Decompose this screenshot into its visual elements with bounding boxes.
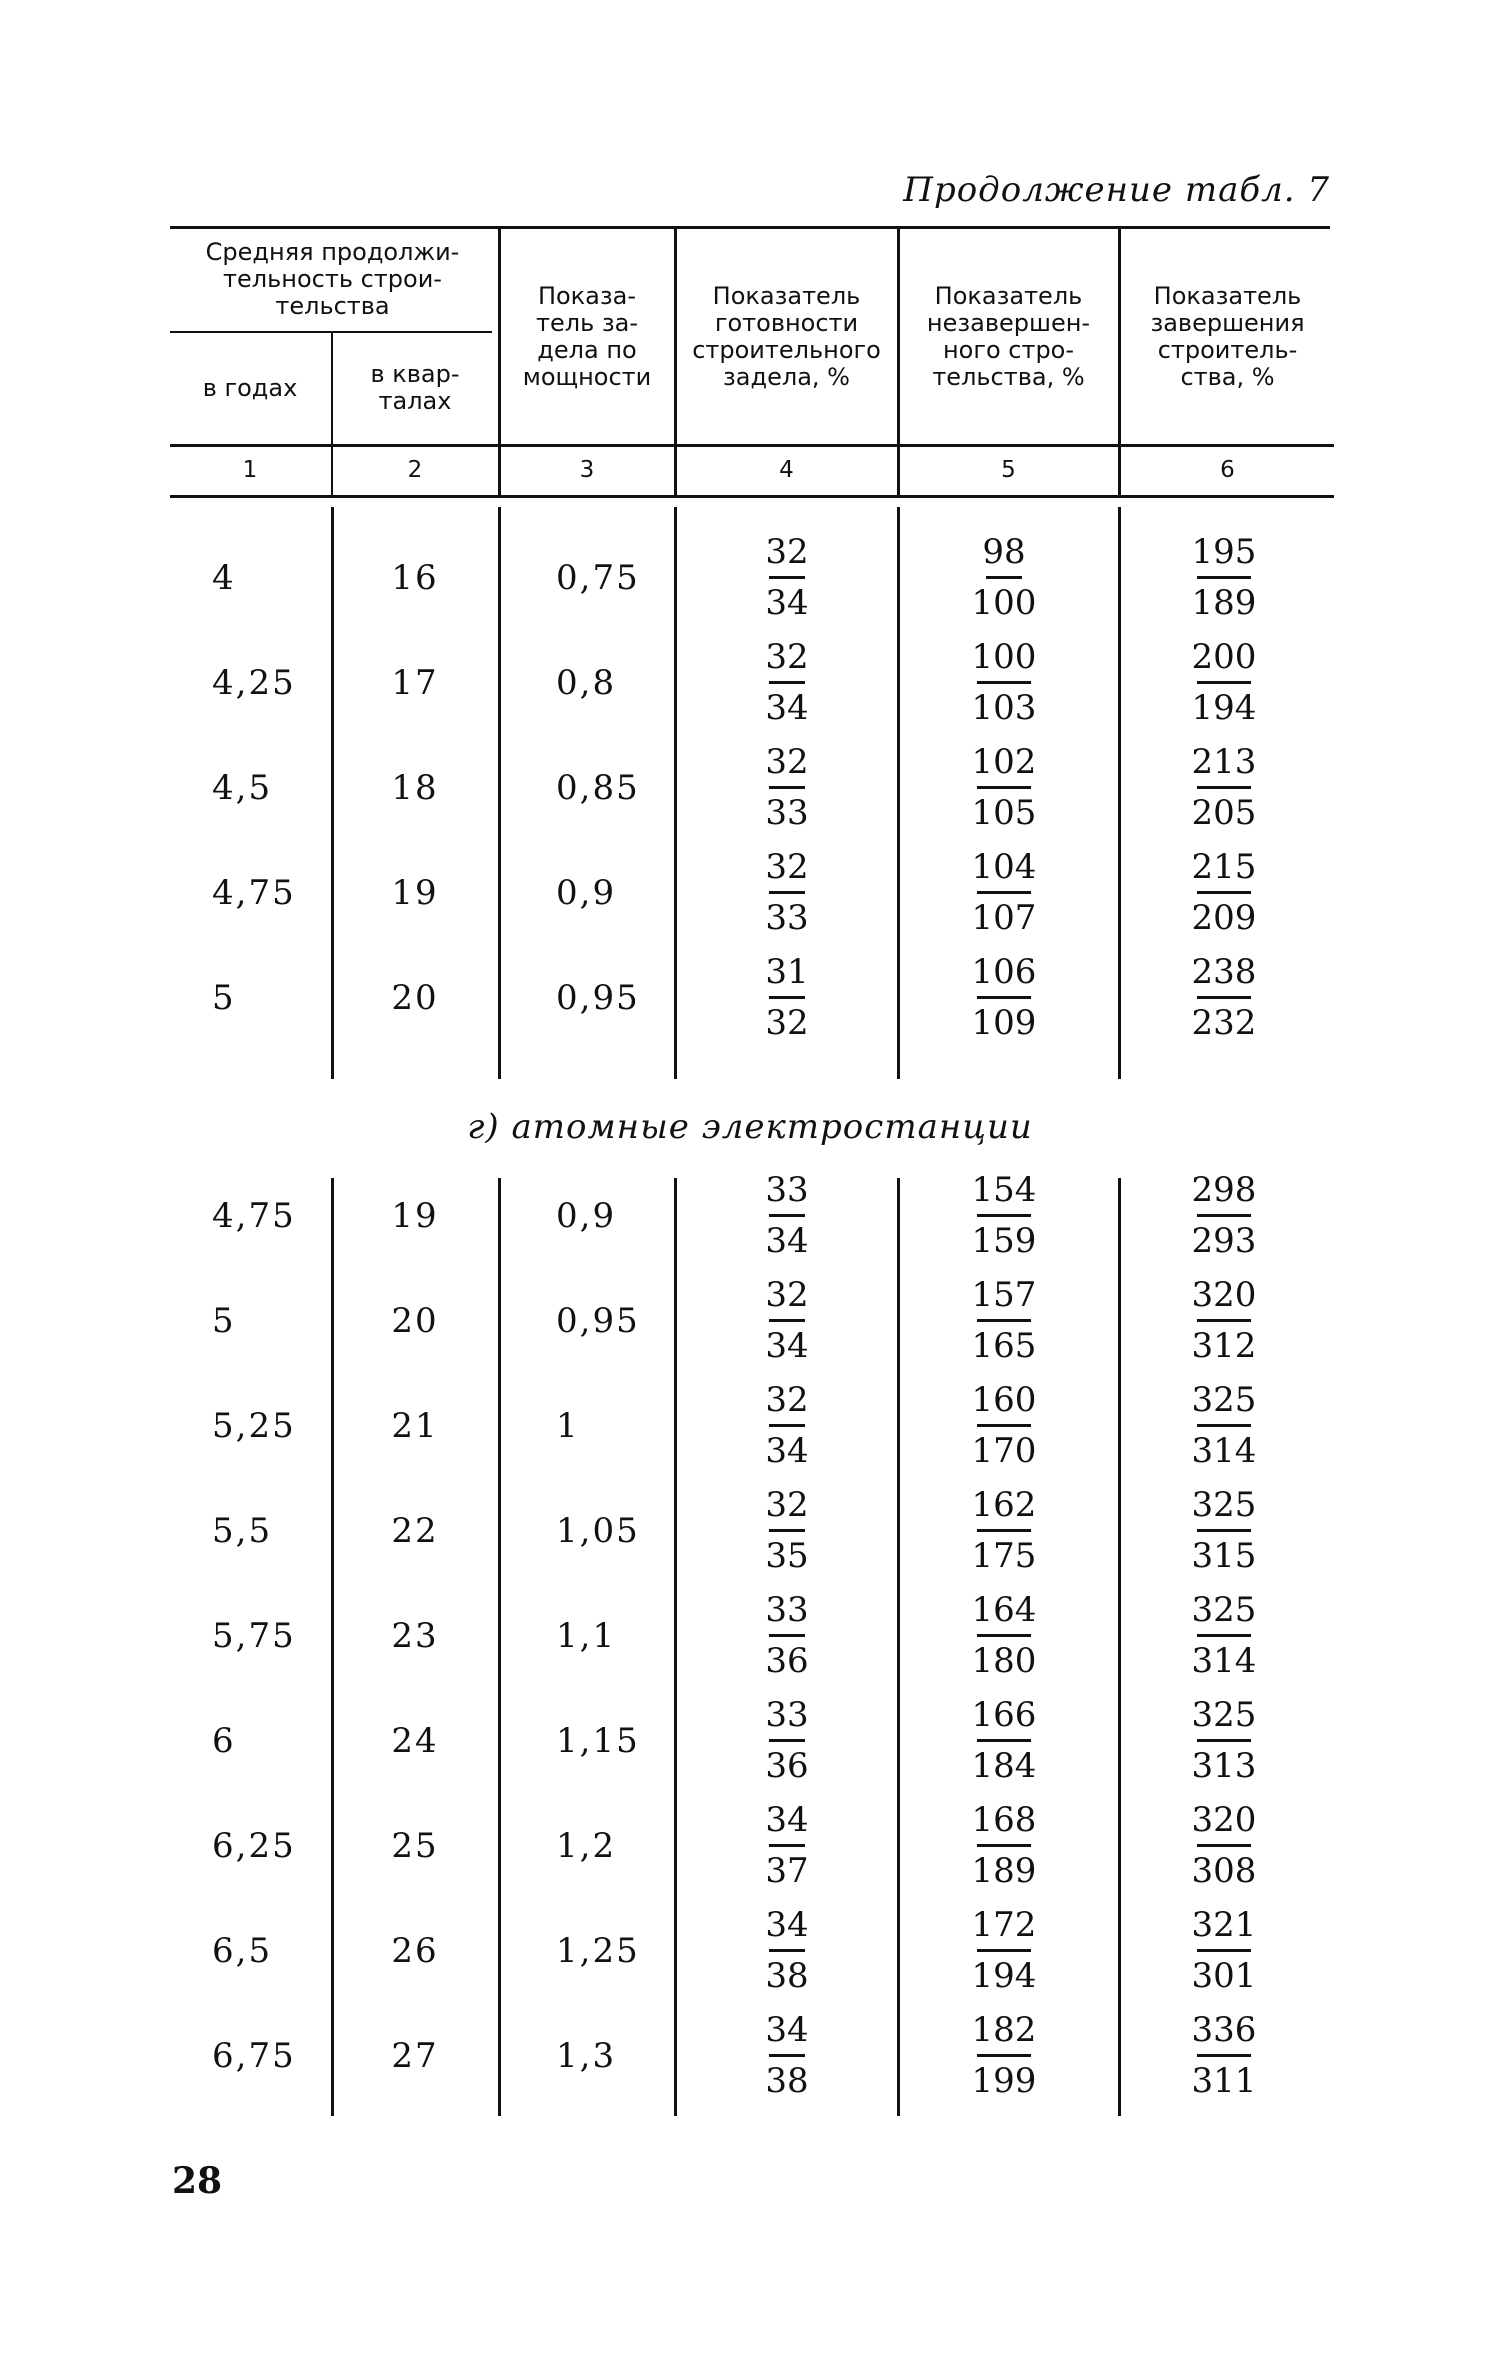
readiness-fraction bbox=[732, 843, 842, 942]
quarters-cell: 26 bbox=[391, 1931, 439, 1971]
unfinished-fraction-numerator: 106 bbox=[971, 952, 1037, 992]
readiness-fraction-denominator: 34 bbox=[765, 1221, 809, 1261]
completion-fraction-denominator: 312 bbox=[1191, 1326, 1257, 1366]
readiness-fraction-numerator: 32 bbox=[765, 637, 809, 677]
body-a-divider-5 bbox=[1118, 507, 1121, 1079]
readiness-fraction-numerator: 32 bbox=[765, 1485, 809, 1525]
completion-fraction-numerator: 320 bbox=[1191, 1275, 1257, 1315]
unfinished-fraction bbox=[949, 1166, 1059, 1265]
body-b-divider-3 bbox=[674, 1178, 677, 2116]
completion-fraction-numerator: 238 bbox=[1191, 952, 1257, 992]
unfinished-fraction-denominator: 107 bbox=[971, 898, 1037, 938]
years-cell: 5 bbox=[212, 1301, 236, 1341]
colnum-5: 5 bbox=[1001, 457, 1016, 483]
body-a-divider-3 bbox=[674, 507, 677, 1079]
body-b-divider-4 bbox=[897, 1178, 900, 2116]
readiness-fraction-numerator: 33 bbox=[765, 1170, 809, 1210]
body-b-divider-2 bbox=[498, 1178, 501, 2116]
power-cell: 1,05 bbox=[556, 1511, 640, 1551]
unfinished-fraction-numerator: 166 bbox=[971, 1695, 1037, 1735]
unfinished-fraction-numerator: 102 bbox=[971, 742, 1037, 782]
years-cell: 5,5 bbox=[212, 1511, 273, 1551]
completion-fraction bbox=[1169, 1271, 1279, 1370]
readiness-fraction-numerator: 33 bbox=[765, 1590, 809, 1630]
readiness-fraction bbox=[732, 1796, 842, 1895]
unfinished-fraction-denominator: 180 bbox=[971, 1641, 1037, 1681]
colnum-4: 4 bbox=[779, 457, 794, 483]
power-cell: 0,95 bbox=[556, 1301, 640, 1341]
readiness-fraction-denominator: 38 bbox=[765, 1956, 809, 1996]
completion-fraction-denominator: 209 bbox=[1191, 898, 1257, 938]
unfinished-fraction bbox=[949, 738, 1059, 837]
unfinished-fraction-numerator: 162 bbox=[971, 1485, 1037, 1525]
unfinished-fraction-denominator: 105 bbox=[971, 793, 1037, 833]
completion-fraction-numerator: 213 bbox=[1191, 742, 1257, 782]
readiness-fraction-denominator: 37 bbox=[765, 1851, 809, 1891]
header-divider-1 bbox=[331, 331, 333, 495]
unfinished-fraction-denominator: 189 bbox=[971, 1851, 1037, 1891]
power-cell: 1,3 bbox=[556, 2036, 617, 2076]
completion-fraction bbox=[1169, 1376, 1279, 1475]
power-cell: 1 bbox=[556, 1406, 580, 1446]
unfinished-fraction-numerator: 157 bbox=[971, 1275, 1037, 1315]
table-caption: Продолжение табл. 7 bbox=[903, 170, 1330, 210]
readiness-fraction-numerator: 34 bbox=[765, 1905, 809, 1945]
years-cell: 6,25 bbox=[212, 1826, 296, 1866]
readiness-fraction-denominator: 34 bbox=[765, 688, 809, 728]
completion-fraction-denominator: 308 bbox=[1191, 1851, 1257, 1891]
years-cell: 6 bbox=[212, 1721, 236, 1761]
completion-fraction-denominator: 194 bbox=[1191, 688, 1257, 728]
page-number: 28 bbox=[172, 2160, 223, 2202]
years-cell: 6,75 bbox=[212, 2036, 296, 2076]
completion-fraction bbox=[1169, 738, 1279, 837]
power-cell: 1,1 bbox=[556, 1616, 617, 1656]
unfinished-fraction-numerator: 182 bbox=[971, 2010, 1037, 2050]
quarters-cell: 24 bbox=[391, 1721, 439, 1761]
readiness-fraction bbox=[732, 1901, 842, 2000]
power-cell: 1,15 bbox=[556, 1721, 640, 1761]
readiness-fraction-denominator: 34 bbox=[765, 1326, 809, 1366]
readiness-fraction-numerator: 32 bbox=[765, 1275, 809, 1315]
unfinished-fraction bbox=[949, 948, 1059, 1047]
readiness-fraction-numerator: 34 bbox=[765, 2010, 809, 2050]
completion-fraction bbox=[1169, 1901, 1279, 2000]
unfinished-fraction bbox=[949, 1271, 1059, 1370]
body-b-divider-5 bbox=[1118, 1178, 1121, 2116]
completion-fraction-numerator: 215 bbox=[1191, 847, 1257, 887]
completion-fraction bbox=[1169, 843, 1279, 942]
readiness-fraction-denominator: 36 bbox=[765, 1746, 809, 1786]
readiness-fraction bbox=[732, 1271, 842, 1370]
unfinished-fraction bbox=[949, 1901, 1059, 2000]
completion-fraction-numerator: 321 bbox=[1191, 1905, 1257, 1945]
completion-fraction bbox=[1169, 1586, 1279, 1685]
completion-fraction bbox=[1169, 1481, 1279, 1580]
quarters-cell: 23 bbox=[391, 1616, 439, 1656]
unfinished-fraction bbox=[949, 1691, 1059, 1790]
power-cell: 1,25 bbox=[556, 1931, 640, 1971]
readiness-fraction-numerator: 31 bbox=[765, 952, 809, 992]
years-cell: 5,25 bbox=[212, 1406, 296, 1446]
completion-fraction bbox=[1169, 1796, 1279, 1895]
unfinished-fraction-denominator: 175 bbox=[971, 1536, 1037, 1576]
header-completion: Показатель завершения строитель- ства, % bbox=[1150, 282, 1305, 391]
completion-fraction-numerator: 336 bbox=[1191, 2010, 1257, 2050]
quarters-cell: 25 bbox=[391, 1826, 439, 1866]
completion-fraction bbox=[1169, 1691, 1279, 1790]
quarters-cell: 19 bbox=[391, 1196, 439, 1236]
completion-fraction-numerator: 298 bbox=[1191, 1170, 1257, 1210]
body-a-divider-2 bbox=[498, 507, 501, 1079]
readiness-fraction bbox=[732, 948, 842, 1047]
years-cell: 5 bbox=[212, 978, 236, 1018]
readiness-fraction bbox=[732, 738, 842, 837]
header-quarters: в квар- талах bbox=[370, 360, 460, 415]
unfinished-fraction-numerator: 164 bbox=[971, 1590, 1037, 1630]
readiness-fraction bbox=[732, 1481, 842, 1580]
unfinished-fraction-denominator: 100 bbox=[971, 583, 1037, 623]
readiness-fraction-denominator: 38 bbox=[765, 2061, 809, 2101]
completion-fraction-denominator: 311 bbox=[1191, 2061, 1257, 2101]
readiness-fraction bbox=[732, 1166, 842, 1265]
readiness-fraction bbox=[732, 633, 842, 732]
years-cell: 4,75 bbox=[212, 873, 296, 913]
readiness-fraction-denominator: 33 bbox=[765, 898, 809, 938]
colnum-1: 1 bbox=[242, 457, 258, 483]
unfinished-fraction-numerator: 160 bbox=[971, 1380, 1037, 1420]
unfinished-fraction-numerator: 168 bbox=[971, 1800, 1037, 1840]
completion-fraction-denominator: 314 bbox=[1191, 1641, 1257, 1681]
unfinished-fraction bbox=[949, 1796, 1059, 1895]
unfinished-fraction-denominator: 159 bbox=[971, 1221, 1037, 1261]
completion-fraction-denominator: 315 bbox=[1191, 1536, 1257, 1576]
readiness-fraction bbox=[732, 2006, 842, 2105]
completion-fraction bbox=[1169, 948, 1279, 1047]
years-cell: 4 bbox=[212, 558, 236, 598]
unfinished-fraction-numerator: 154 bbox=[971, 1170, 1037, 1210]
readiness-fraction-numerator: 32 bbox=[765, 532, 809, 572]
readiness-fraction-numerator: 32 bbox=[765, 847, 809, 887]
header-top-rule bbox=[170, 226, 1330, 229]
readiness-fraction-denominator: 36 bbox=[765, 1641, 809, 1681]
quarters-cell: 20 bbox=[391, 978, 439, 1018]
quarters-cell: 16 bbox=[391, 558, 439, 598]
unfinished-fraction bbox=[949, 1586, 1059, 1685]
colnum-6: 6 bbox=[1220, 457, 1235, 483]
unfinished-fraction bbox=[949, 843, 1059, 942]
header-unfinished: Показатель незавершен- ного стро- тельства, % bbox=[926, 282, 1091, 391]
unfinished-fraction-numerator: 100 bbox=[971, 637, 1037, 677]
readiness-fraction-denominator: 34 bbox=[765, 1431, 809, 1471]
completion-fraction-numerator: 325 bbox=[1191, 1485, 1257, 1525]
unfinished-fraction-denominator: 199 bbox=[971, 2061, 1037, 2101]
header-readiness: Показатель готовности строительного задела, % bbox=[692, 282, 881, 391]
quarters-cell: 22 bbox=[391, 1511, 439, 1551]
readiness-fraction-denominator: 35 bbox=[765, 1536, 809, 1576]
completion-fraction-denominator: 301 bbox=[1191, 1956, 1257, 1996]
colnum-2: 2 bbox=[407, 457, 423, 483]
unfinished-fraction bbox=[949, 1481, 1059, 1580]
readiness-fraction-numerator: 33 bbox=[765, 1695, 809, 1735]
completion-fraction-denominator: 314 bbox=[1191, 1431, 1257, 1471]
colnum-3: 3 bbox=[579, 457, 595, 483]
completion-fraction-denominator: 293 bbox=[1191, 1221, 1257, 1261]
colnum-bottom-rule bbox=[170, 495, 1334, 498]
header-duration: Средняя продолжи- тельность строи- тельства bbox=[205, 238, 460, 320]
unfinished-fraction-denominator: 165 bbox=[971, 1326, 1037, 1366]
completion-fraction-denominator: 232 bbox=[1191, 1003, 1257, 1043]
readiness-fraction-denominator: 33 bbox=[765, 793, 809, 833]
years-cell: 5,75 bbox=[212, 1616, 296, 1656]
unfinished-fraction-denominator: 170 bbox=[971, 1431, 1037, 1471]
unfinished-fraction-numerator: 172 bbox=[971, 1905, 1037, 1945]
quarters-cell: 20 bbox=[391, 1301, 439, 1341]
quarters-cell: 17 bbox=[391, 663, 439, 703]
unfinished-fraction-denominator: 109 bbox=[971, 1003, 1037, 1043]
readiness-fraction bbox=[732, 1691, 842, 1790]
readiness-fraction-numerator: 32 bbox=[765, 1380, 809, 1420]
completion-fraction-denominator: 205 bbox=[1191, 793, 1257, 833]
completion-fraction-numerator: 325 bbox=[1191, 1380, 1257, 1420]
body-a-divider-4 bbox=[897, 507, 900, 1079]
readiness-fraction bbox=[732, 1586, 842, 1685]
quarters-cell: 21 bbox=[391, 1406, 439, 1446]
unfinished-fraction-denominator: 184 bbox=[971, 1746, 1037, 1786]
years-cell: 4,25 bbox=[212, 663, 296, 703]
power-cell: 1,2 bbox=[556, 1826, 617, 1866]
power-cell: 0,95 bbox=[556, 978, 640, 1018]
unfinished-fraction-numerator: 104 bbox=[971, 847, 1037, 887]
completion-fraction bbox=[1169, 633, 1279, 732]
completion-fraction bbox=[1169, 1166, 1279, 1265]
header-years: в годах bbox=[202, 373, 298, 402]
power-cell: 0,9 bbox=[556, 873, 617, 913]
section-title: г) атомные электростанции bbox=[467, 1107, 1033, 1147]
quarters-cell: 18 bbox=[391, 768, 439, 808]
completion-fraction-numerator: 320 bbox=[1191, 1800, 1257, 1840]
readiness-fraction bbox=[732, 1376, 842, 1475]
unfinished-fraction bbox=[949, 528, 1059, 627]
unfinished-fraction bbox=[949, 633, 1059, 732]
quarters-cell: 27 bbox=[391, 2036, 439, 2076]
power-cell: 0,85 bbox=[556, 768, 640, 808]
power-cell: 0,8 bbox=[556, 663, 617, 703]
completion-fraction-numerator: 195 bbox=[1191, 532, 1257, 572]
power-cell: 0,9 bbox=[556, 1196, 617, 1236]
years-cell: 4,75 bbox=[212, 1196, 296, 1236]
readiness-fraction-denominator: 34 bbox=[765, 583, 809, 623]
completion-fraction-numerator: 200 bbox=[1191, 637, 1257, 677]
completion-fraction-numerator: 325 bbox=[1191, 1695, 1257, 1735]
years-cell: 4,5 bbox=[212, 768, 273, 808]
header-power: Показа- тель за- дела по мощности bbox=[522, 282, 652, 391]
unfinished-fraction bbox=[949, 2006, 1059, 2105]
completion-fraction-numerator: 325 bbox=[1191, 1590, 1257, 1630]
completion-fraction-denominator: 313 bbox=[1191, 1746, 1257, 1786]
unfinished-fraction bbox=[949, 1376, 1059, 1475]
completion-fraction-denominator: 189 bbox=[1191, 583, 1257, 623]
unfinished-fraction-numerator: 98 bbox=[982, 532, 1026, 572]
readiness-fraction-numerator: 34 bbox=[765, 1800, 809, 1840]
completion-fraction bbox=[1169, 2006, 1279, 2105]
readiness-fraction-denominator: 32 bbox=[765, 1003, 809, 1043]
quarters-cell: 19 bbox=[391, 873, 439, 913]
readiness-fraction-numerator: 32 bbox=[765, 742, 809, 782]
readiness-fraction bbox=[732, 528, 842, 627]
unfinished-fraction-denominator: 103 bbox=[971, 688, 1037, 728]
years-cell: 6,5 bbox=[212, 1931, 273, 1971]
completion-fraction bbox=[1169, 528, 1279, 627]
power-cell: 0,75 bbox=[556, 558, 640, 598]
unfinished-fraction-denominator: 194 bbox=[971, 1956, 1037, 1996]
